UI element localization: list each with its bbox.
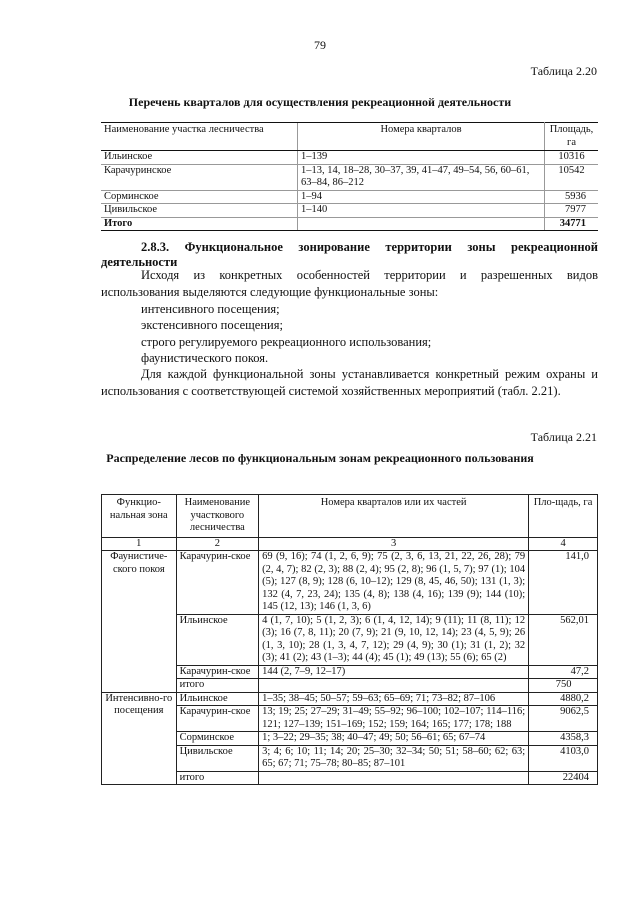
header-area: Площадь, га — [545, 123, 599, 151]
subtotal-area: 750 — [529, 679, 598, 693]
quarter-numbers: 1; 3–22; 29–35; 38; 40–47; 49; 50; 56–61; 65; 67–74 — [259, 732, 529, 746]
area-value: 141,0 — [529, 551, 598, 615]
column-number-row — [102, 537, 598, 551]
table-2-20-label: Таблица 2.20 — [530, 64, 597, 78]
intro-paragraph: Исходя из конкретных особенностей территории и разрешенных видов использования выделяются следующие функциональные зоны: — [101, 268, 598, 299]
forestry-name: Ильинское — [176, 614, 259, 665]
area-value: 5936 — [545, 190, 599, 204]
quarter-numbers: 1–94 — [298, 190, 545, 204]
table-row — [102, 614, 598, 665]
total-area: 34771 — [545, 217, 599, 231]
table-row — [101, 164, 598, 190]
area-value: 10316 — [545, 151, 599, 165]
zone-list-item: фаунистического покоя. — [141, 351, 269, 365]
quarter-numbers: 1–13, 14, 18–28, 30–37, 39, 41–47, 49–54, 56, 60–61, 63–84, 86–212 — [298, 164, 545, 190]
table-header-row — [102, 495, 598, 538]
zone-list-item: экстенсивного посещения; — [141, 318, 283, 332]
section-title: 2.8.3. Функциональное зонирование территории зоны рекреационной деятельности — [101, 240, 598, 269]
outro-paragraph: Для каждой функциональной зоны устанавливается конкретный режим охраны и использования с соответствующей системой хозяйственных мероприятий (табл. 2.21). — [101, 367, 598, 398]
table-row — [101, 190, 598, 204]
area-value: 47,2 — [529, 665, 598, 679]
zone-list-item: интенсивного посещения; — [141, 302, 280, 316]
area-value: 4358,3 — [529, 732, 598, 746]
table-row — [102, 732, 598, 746]
subtotal-label: итого — [176, 679, 259, 693]
quarter-numbers — [259, 771, 529, 785]
header-quarters: Номера кварталов — [298, 123, 545, 151]
area-value: 9062,5 — [529, 706, 598, 732]
quarter-numbers: 3; 4; 6; 10; 11; 14; 20; 25–30; 32–34; 50; 51; 58–60; 62; 63; 65; 67; 71; 75–78; 80–85; 87–101 — [259, 745, 529, 771]
area-value: 4103,0 — [529, 745, 598, 771]
table-2-20-caption: Перечень кварталов для осуществления рекреационной деятельности — [128, 95, 512, 109]
area-value: 7977 — [545, 204, 599, 218]
table-row — [101, 151, 598, 165]
subtotal-area: 22404 — [529, 771, 598, 785]
forestry-name: Карачурин-ское — [176, 665, 259, 679]
quarter-numbers: 144 (2, 7–9, 12–17) — [259, 665, 529, 679]
total-label: Итого — [101, 217, 298, 231]
header-forestry: Наименование участка лесничества — [101, 123, 298, 151]
forestry-name: Карачурин-ское — [176, 706, 259, 732]
quarter-numbers — [259, 679, 529, 693]
forestry-name: Сорминское — [176, 732, 259, 746]
table-row — [101, 204, 598, 218]
column-number: 4 — [529, 537, 598, 551]
header-forestry: Наименование участкового лесничества — [176, 495, 259, 538]
column-number: 2 — [176, 537, 259, 551]
area-value: 562,01 — [529, 614, 598, 665]
zone-name: Интенсивно-го посещения — [102, 692, 177, 785]
table-2-21-label: Таблица 2.21 — [530, 430, 597, 444]
subtotal-label: итого — [176, 771, 259, 785]
forestry-name: Ильинское — [101, 151, 298, 165]
header-quarters: Номера кварталов или их частей — [259, 495, 529, 538]
forestry-name: Цивильское — [101, 204, 298, 218]
forestry-name: Ильинское — [176, 692, 259, 706]
quarter-numbers: 69 (9, 16); 74 (1, 2, 6, 9); 75 (2, 3, 6, 13, 21, 22, 26, 28); 79 (2, 4, 7); 82 (2, 3); 88 (2, 4); 95 (2, 8); 96 (1, 5, 7); 97 (1); 104 (5); 127 (8, 9); 128 (6, 10–12); 129 (8, 45, 46, 50); 131 (1, 3); 132 (4, 7, 23, 24); 135 (4, 8); 138 (4, 16); 139 (9); 144 (10); 145 (12, 13); 146 (1, 3, 6) — [259, 551, 529, 615]
column-number: 1 — [102, 537, 177, 551]
forestry-name: Карачурин-ское — [176, 551, 259, 615]
table-2-20 — [101, 122, 598, 231]
forestry-name: Цивильское — [176, 745, 259, 771]
table-row — [102, 551, 598, 615]
table-header-row — [101, 123, 598, 151]
table-2-21 — [101, 494, 598, 785]
quarter-numbers: 4 (1, 7, 10); 5 (1, 2, 3); 6 (1, 4, 12, 14); 9 (11); 11 (8, 11); 12 (3); 16 (7, 8, 11); 20 (7, 9); 21 (9, 10, 12, 14); 23 (4, 5, 9); 26 (1, 3, 10); 28 (1, 3, 4, 7, 12); 29 (4, 9); 30 (1); 31 (1, 2); 32 (3); 41 (2); 43 (1–3); 44 (4); 45 (1); 49 (13); 55 (6); 65 (2) — [259, 614, 529, 665]
header-area: Пло-щадь, га — [529, 495, 598, 538]
header-zone: Функцио-нальная зона — [102, 495, 177, 538]
total-quarters-empty — [298, 217, 545, 231]
page-number: 79 — [314, 38, 326, 52]
quarter-numbers: 1–35; 38–45; 50–57; 59–63; 65–69; 71; 73–82; 87–106 — [259, 692, 529, 706]
forestry-name: Карачуринское — [101, 164, 298, 190]
table-row — [102, 745, 598, 771]
forestry-name: Сорминское — [101, 190, 298, 204]
column-number: 3 — [259, 537, 529, 551]
total-row — [101, 217, 598, 231]
table-row — [102, 665, 598, 679]
quarter-numbers: 1–140 — [298, 204, 545, 218]
quarter-numbers: 13; 19; 25; 27–29; 31–49; 55–92; 96–100; 102–107; 114–116; 121; 127–139; 151–169; 152; 159; 164; 165; 177; 178; 188 — [259, 706, 529, 732]
table-row — [102, 692, 598, 706]
zone-name: Фаунистиче-ского покоя — [102, 551, 177, 693]
table-2-21-caption: Распределение лесов по функциональным зонам рекреационного пользования — [106, 451, 534, 465]
area-value: 4880,2 — [529, 692, 598, 706]
area-value: 10542 — [545, 164, 599, 190]
subtotal-row — [102, 771, 598, 785]
zone-list-item: строго регулируемого рекреационного использования; — [141, 335, 432, 349]
subtotal-row — [102, 679, 598, 693]
table-row — [102, 706, 598, 732]
quarter-numbers: 1–139 — [298, 151, 545, 165]
